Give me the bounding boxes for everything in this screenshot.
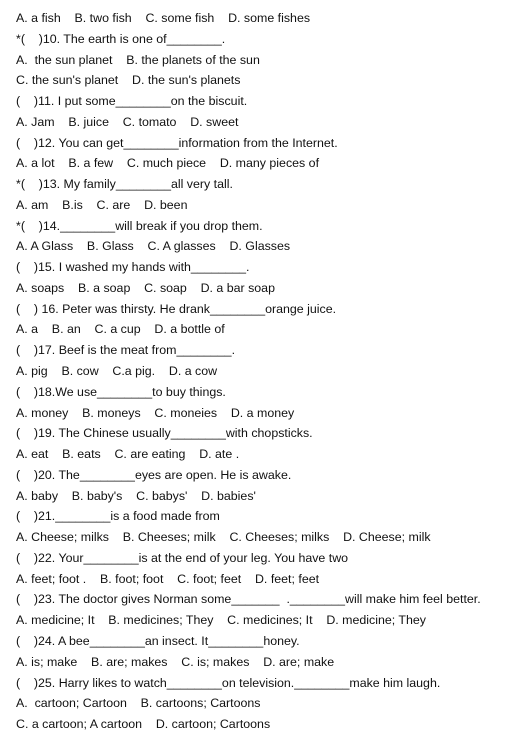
options-line: A. medicine; It B. medicines; They C. medicines; It D. medicine; They <box>16 613 426 628</box>
options-line: C. a cartoon; A cartoon D. cartoon; Cartoons <box>16 717 271 732</box>
question-24: ( )24. A bee________an insect. It________honey. <box>16 633 300 648</box>
question-12: ( )12. You can get________information from the Internet. <box>16 135 338 150</box>
question-16: ( ) 16. Peter was thirsty. He drank________orange juice. <box>16 301 337 316</box>
options-line: A. pig B. cow C.a pig. D. a cow <box>16 364 218 379</box>
question-21: ( )21.________is a food made from <box>16 509 220 524</box>
question-19: ( )19. The Chinese usually________with chopsticks. <box>16 426 313 441</box>
options-line: A. am B.is C. are D. been <box>16 197 188 212</box>
question-list <box>16 8 526 735</box>
options-line: A. is; make B. are; makes C. is; makes D. are; make <box>16 654 335 669</box>
question-11: ( )11. I put some________on the biscuit. <box>16 94 248 109</box>
options-line: A. Jam B. juice C. tomato D. sweet <box>16 114 239 129</box>
question-25: ( )25. Harry likes to watch________on television.________make him laugh. <box>16 675 441 690</box>
options-line: A. soaps B. a soap C. soap D. a bar soap <box>16 280 275 295</box>
options-line: C. the sun's planet D. the sun's planets <box>16 73 241 88</box>
options-line: A. the sun planet B. the planets of the sun <box>16 52 260 67</box>
options-line: A. a fish B. two fish C. some fish D. some fishes <box>16 11 311 25</box>
question-13: *( )13. My family________all very tall. <box>16 177 233 192</box>
options-line: A. eat B. eats C. are eating D. ate . <box>16 447 240 462</box>
options-line: A. cartoon; Cartoon B. cartoons; Cartoons <box>16 696 261 711</box>
question-14: *( )14.________will break if you drop them. <box>16 218 263 233</box>
options-line: A. money B. moneys C. moneies D. a money <box>16 405 295 420</box>
question-23: ( )23. The doctor gives Norman some_______ .________will make him feel better. <box>16 592 481 607</box>
question-18: ( )18.We use________to buy things. <box>16 384 226 399</box>
question-15: ( )15. I washed my hands with________. <box>16 260 250 275</box>
options-line: A. a lot B. a few C. much piece D. many pieces of <box>16 156 320 171</box>
options-line: A. A Glass B. Glass C. A glasses D. Glasses <box>16 239 291 254</box>
question-20: ( )20. The________eyes are open. He is awake. <box>16 467 292 482</box>
question-22: ( )22. Your________is at the end of your leg. You have two <box>16 550 349 565</box>
question-17: ( )17. Beef is the meat from________. <box>16 343 236 358</box>
options-line: A. feet; foot . B. foot; foot C. foot; feet D. feet; feet <box>16 571 320 586</box>
question-10: *( )10. The earth is one of________. <box>16 31 226 46</box>
options-line: A. baby B. baby's C. babys' D. babies' <box>16 488 256 503</box>
options-line: A. a B. an C. a cup D. a bottle of <box>16 322 225 337</box>
options-line: A. Cheese; milks B. Cheeses; milk C. Cheeses; milks D. Cheese; milk <box>16 530 431 545</box>
